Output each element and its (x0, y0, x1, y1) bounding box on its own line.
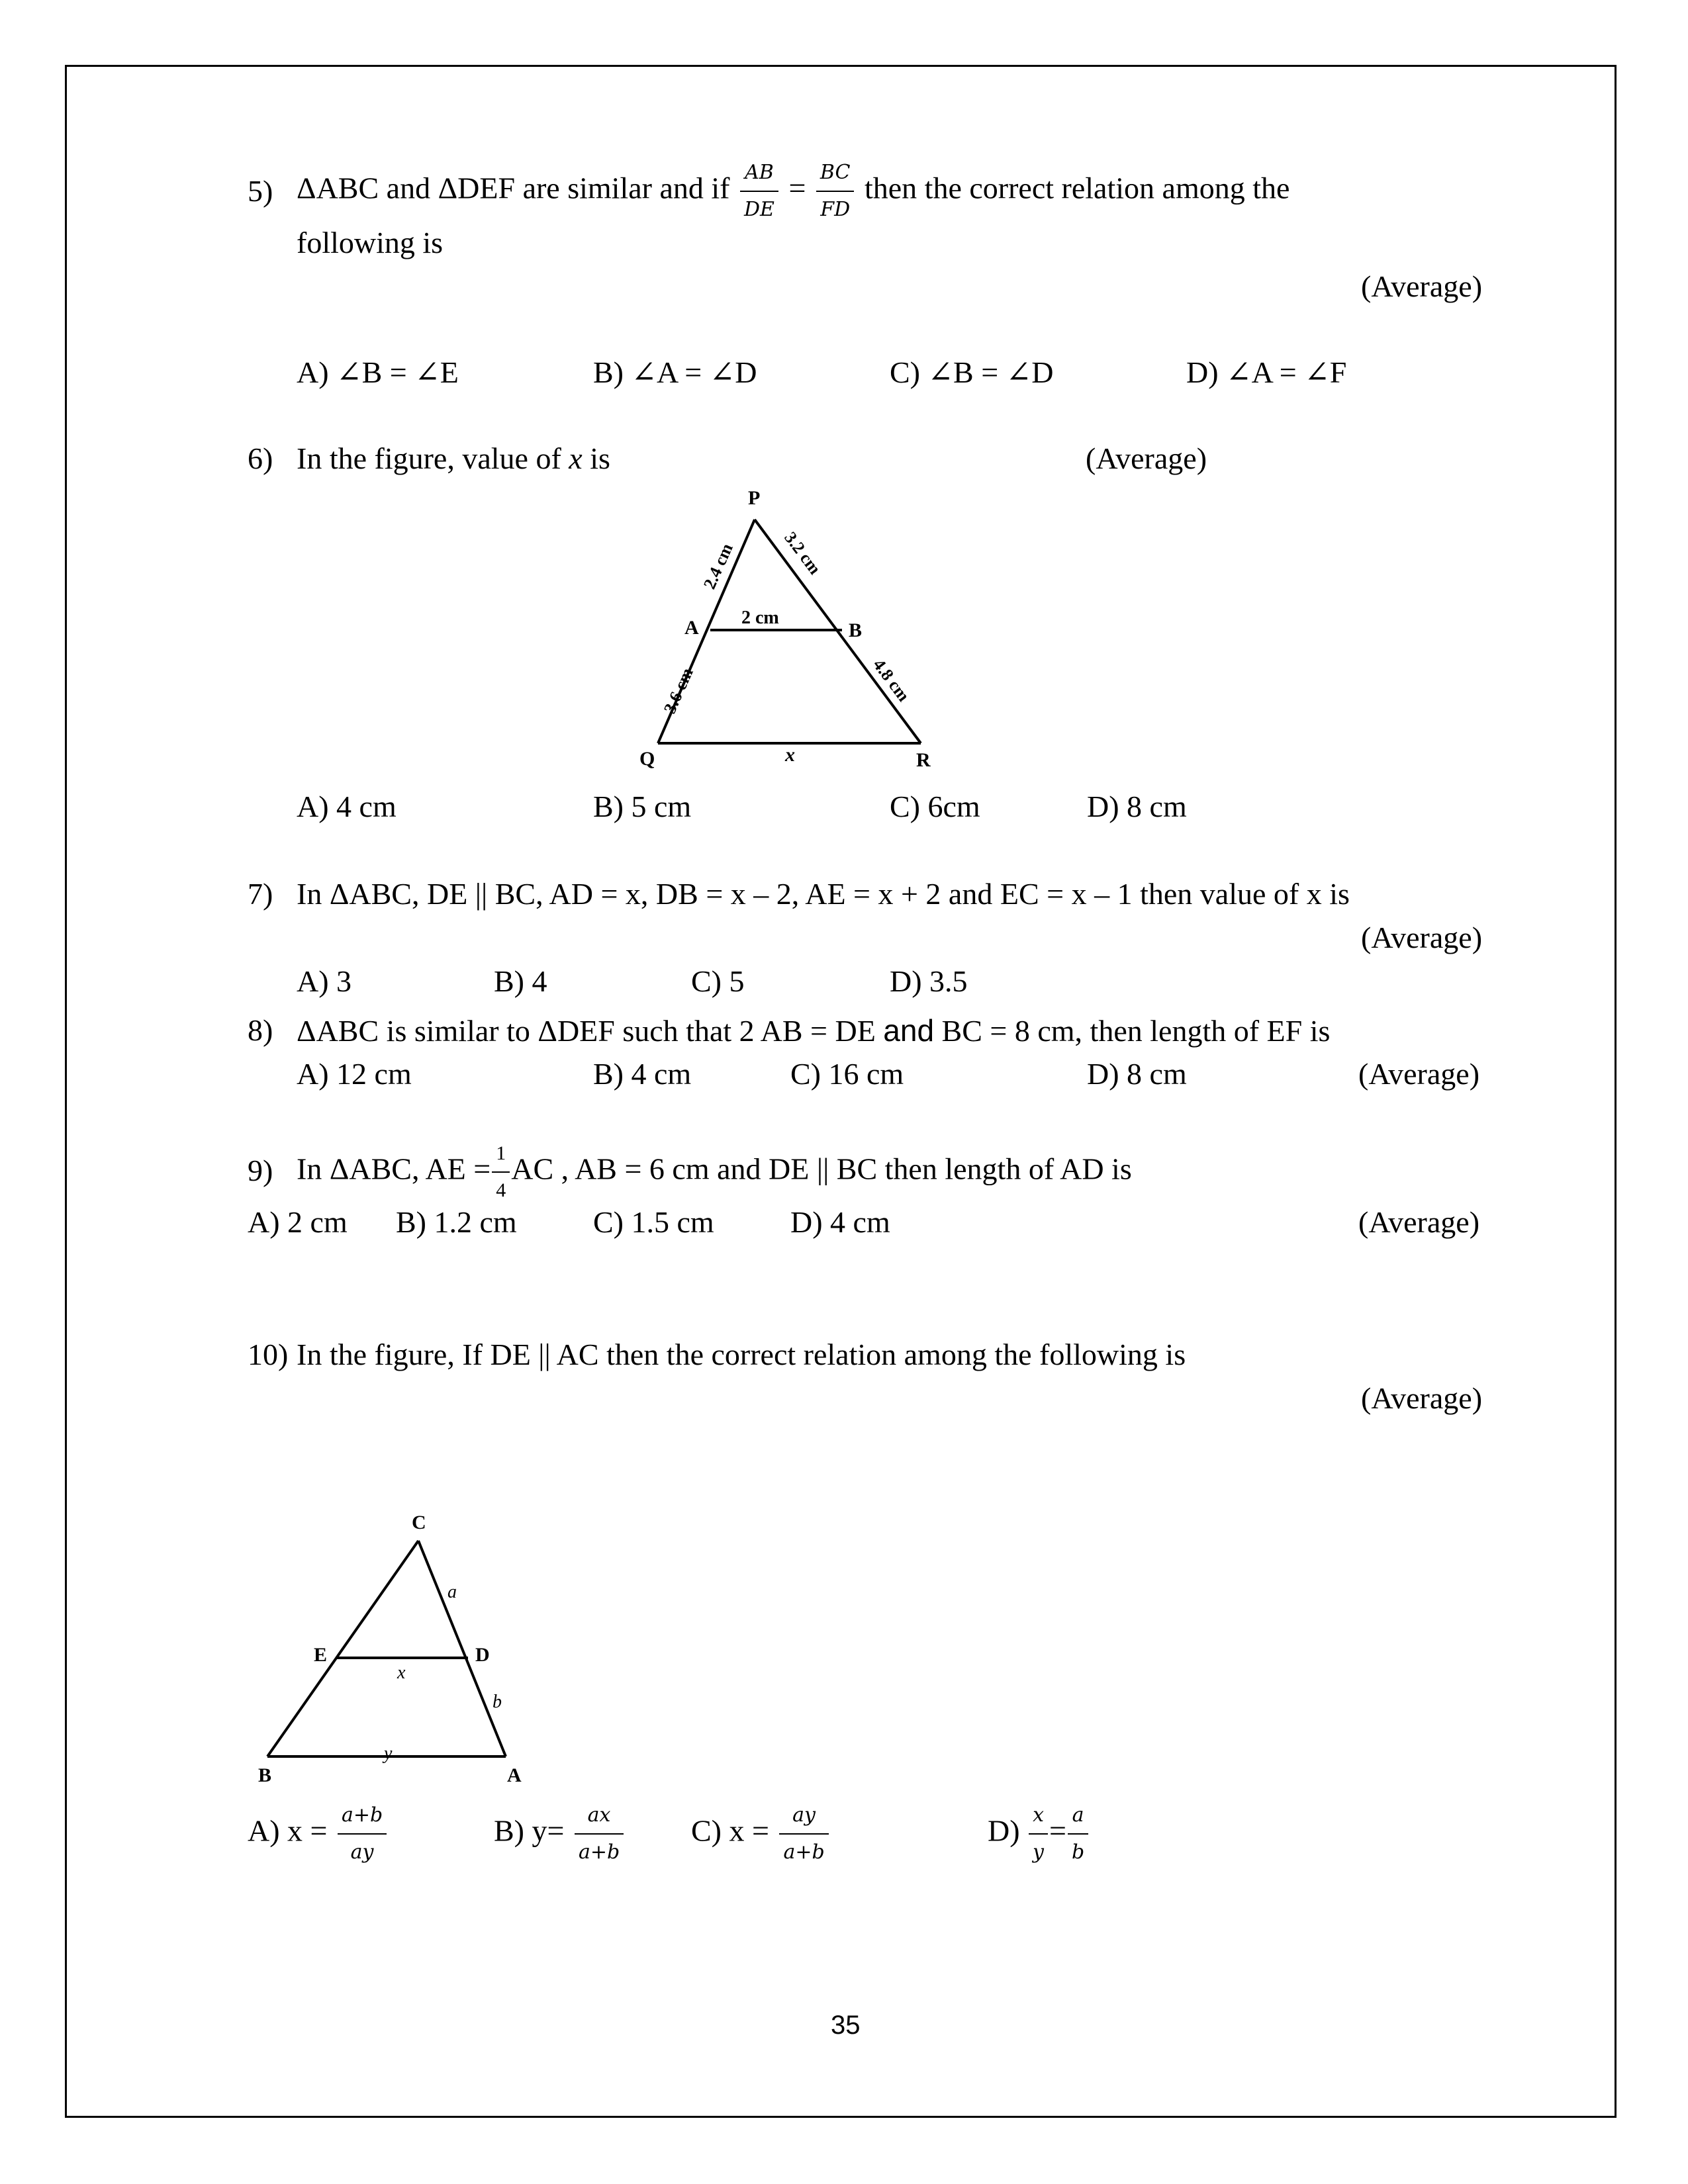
q6-label-r: R (916, 749, 931, 771)
q7-text: In ΔABC, DE || BC, AD = x, DB = x – 2, AE = x + 2 and EC = x – 1 then value of x is (297, 877, 1350, 911)
q8-option-a: A) 12 cm (297, 1057, 412, 1091)
q5-text-c: following is (297, 226, 444, 259)
q6-label-a: A (684, 617, 699, 639)
q10-option-b-den: a+b (578, 1841, 620, 1864)
q10-label-d: D (475, 1644, 490, 1666)
q8-text-b: BC = 8 cm, then length of EF is (941, 1014, 1331, 1048)
q10-option-d-fraction-1 (1029, 1800, 1048, 1868)
q10-label-b: B (258, 1764, 272, 1786)
q10-label-side-x: x (397, 1662, 406, 1683)
q6-option-b: B) 5 cm (593, 790, 692, 823)
q6-measure-br: 4.8 cm (869, 655, 914, 705)
q8-option-c: C) 16 cm (790, 1057, 904, 1091)
q10-option-d-f2-den: b (1071, 1841, 1085, 1864)
q10-option-c-fraction (779, 1800, 828, 1868)
q5-text-a: ΔABC and ΔDEF are similar and if (297, 171, 730, 205)
q6-label-x: x (785, 744, 795, 766)
q5-fraction-ab-de (740, 158, 778, 225)
q9-stem (297, 1138, 1132, 1206)
q10-option-a-den: ay (350, 1841, 374, 1864)
q10-option-b-label: B) y= (494, 1813, 565, 1848)
q10-option-c-den: a+b (783, 1841, 825, 1864)
q5-option-a: A) ∠B = ∠E (297, 355, 459, 389)
q10-option-b (494, 1800, 626, 1868)
q9-text-a: In ΔABC, AE = (297, 1152, 491, 1186)
q10-option-d-f1-num: x (1029, 1800, 1048, 1835)
q6-label-b: B (849, 619, 863, 641)
q9-option-b: B) 1.2 cm (396, 1205, 517, 1239)
q6-label-q: Q (639, 748, 655, 770)
q5-frac2-den: FD (820, 198, 851, 221)
q9-frac-den: 4 (496, 1179, 506, 1201)
page-number: 35 (831, 2011, 861, 2040)
q5-option-b: B) ∠A = ∠D (593, 355, 757, 389)
q10-option-b-fraction (575, 1800, 624, 1868)
q6-label-p: P (748, 487, 761, 509)
q7-option-c: C) 5 (691, 964, 745, 998)
q10-option-a-num: a+b (338, 1800, 387, 1835)
q10-label-side-a: a (447, 1582, 457, 1602)
q10-option-d-f1-den: y (1033, 1841, 1044, 1864)
q6-text-a: In the figure, value of (297, 441, 561, 475)
q9-option-c: C) 1.5 cm (593, 1205, 714, 1239)
q6-measure-pb: 3.2 cm (780, 528, 825, 578)
q7-option-d: D) 3.5 (890, 964, 968, 998)
q6-number: 6) (248, 441, 273, 475)
q5-number: 5) (248, 174, 273, 208)
q10-option-a (248, 1800, 389, 1868)
q5-fraction-bc-fd (816, 158, 855, 225)
q10-label-a: A (507, 1764, 522, 1786)
q9-text-b: AC , AB = 6 cm and DE || BC then length of AD is (511, 1152, 1132, 1186)
q6-triangle-figure (622, 483, 940, 774)
q5-level: (Average) (1361, 269, 1483, 303)
q8-level: (Average) (1358, 1057, 1480, 1091)
q6-option-d: D) 8 cm (1087, 790, 1187, 823)
q7-level: (Average) (1361, 921, 1483, 954)
q10-label-side-b: b (492, 1692, 502, 1712)
q10-option-d-fraction-2 (1068, 1800, 1088, 1868)
q5-equals: = (788, 171, 806, 205)
q10-option-c-label: C) x = (691, 1813, 769, 1848)
q10-option-a-fraction (338, 1800, 387, 1868)
q10-side-cb (267, 1541, 418, 1756)
q6-option-c: C) 6cm (890, 790, 980, 823)
q6-text-b: is (590, 441, 610, 475)
q10-level: (Average) (1361, 1381, 1483, 1415)
q10-option-d-label: D) (988, 1813, 1020, 1848)
q9-option-a: A) 2 cm (248, 1205, 348, 1239)
q6-option-a: A) 4 cm (297, 790, 397, 823)
q10-label-side-y: y (384, 1743, 393, 1764)
q6-level: (Average) (1086, 441, 1207, 475)
q9-number: 9) (248, 1154, 273, 1187)
q6-variable: x (569, 441, 583, 475)
q6-measure-aq: 3.6 cm (659, 664, 697, 717)
q6-measure-ab: 2 cm (741, 608, 779, 628)
q7-option-a: A) 3 (297, 964, 352, 998)
q9-option-d: D) 4 cm (790, 1205, 890, 1239)
q10-option-d-equals: = (1049, 1813, 1066, 1848)
q5-frac2-num: BC (816, 158, 855, 192)
q10-number: 10) (248, 1338, 289, 1371)
q7-number: 7) (248, 877, 273, 911)
q10-option-c (691, 1800, 831, 1868)
q8-option-b: B) 4 cm (593, 1057, 692, 1091)
q9-level: (Average) (1358, 1205, 1480, 1239)
q8-text-a: ΔABC is similar to ΔDEF such that 2 AB = DE (297, 1014, 876, 1048)
q10-label-e: E (314, 1644, 328, 1666)
q5-frac1-den: DE (744, 198, 774, 221)
q8-text-and: and (883, 1013, 935, 1048)
q10-side-ca (418, 1541, 506, 1756)
q8-stem (297, 1015, 1330, 1046)
q8-number: 8) (248, 1013, 273, 1047)
q9-fraction-one-quarter (492, 1138, 510, 1206)
q10-option-d-f2-num: a (1068, 1800, 1088, 1835)
q10-option-a-label: A) x = (248, 1813, 328, 1848)
q6-measure-pa: 2.4 cm (699, 540, 737, 592)
q5-frac1-num: AB (740, 158, 778, 192)
q10-label-c: C (412, 1512, 426, 1533)
q5-option-d: D) ∠A = ∠F (1186, 355, 1347, 389)
q9-frac-num: 1 (492, 1138, 510, 1173)
q5-stem (297, 158, 1289, 225)
q8-option-d: D) 8 cm (1087, 1057, 1187, 1091)
q7-option-b: B) 4 (494, 964, 547, 998)
q10-option-b-num: ax (575, 1800, 624, 1835)
q5-text-b: then the correct relation among the (864, 171, 1290, 205)
q10-text: In the figure, If DE || AC then the correct relation among the following is (297, 1338, 1186, 1371)
q10-option-d (988, 1800, 1090, 1868)
q10-triangle-figure (245, 1509, 549, 1787)
q6-stem (297, 443, 610, 474)
q10-option-c-num: ay (779, 1800, 828, 1835)
q5-option-c: C) ∠B = ∠D (890, 355, 1054, 389)
